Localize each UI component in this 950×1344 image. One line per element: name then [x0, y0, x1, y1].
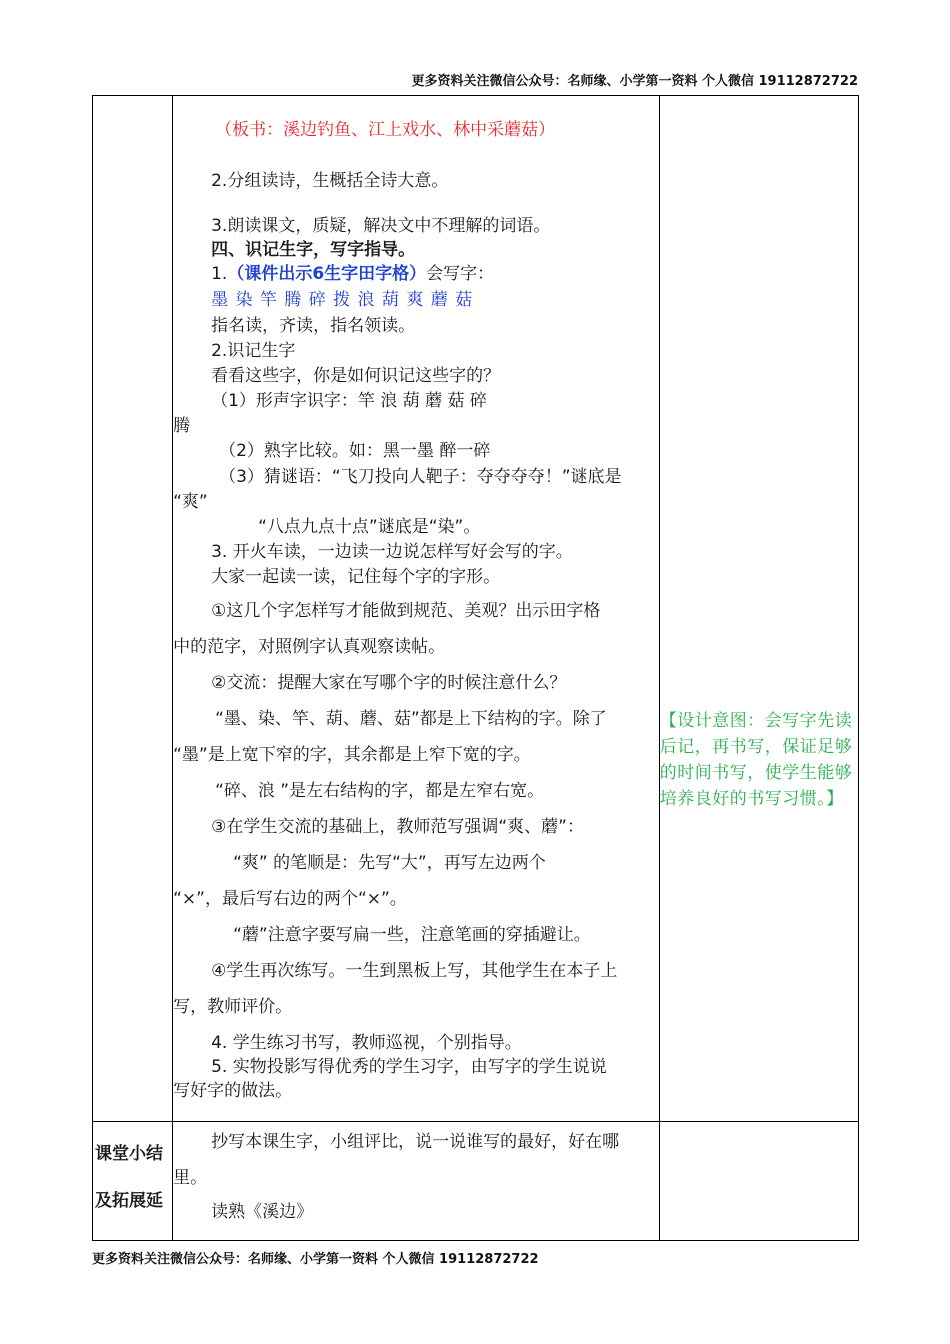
lesson-plan-table — [92, 95, 859, 1241]
circle-3b: “×”，最后写右边的两个“×”。 — [173, 889, 407, 909]
circle-3: ③在学生交流的基础上，教师范写强调“爽、蘑”： — [211, 817, 584, 837]
circle-3c: “蘑”注意字要写扁一些，注意笔画的穿插避让。 — [233, 925, 591, 945]
table-row-main — [93, 96, 859, 1122]
section-4-title: 四、识记生字，写字指导。 — [211, 240, 416, 260]
process-cell — [173, 96, 660, 1122]
sub-1-prefix: 1. — [211, 264, 228, 284]
circle-4a: ④学生再次练写。一生到黑板上写，其他学生在本子上 — [211, 961, 618, 981]
sub-3b: 大家一起读一读，记住每个字的字形。 — [211, 567, 501, 587]
summary-design-cell — [659, 1122, 858, 1241]
circle-2: ②交流：提醒大家在写哪个字的时候注意什么？ — [211, 673, 567, 693]
method-3b: “爽” — [173, 492, 208, 512]
circle-1b: 中的范字，对照例字认真观察读帖。 — [173, 637, 446, 657]
step-2: 2.分组读诗，生概括全诗大意。 — [211, 171, 449, 191]
circle-2c: “碎、浪 ”是左右结构的字，都是左窄右宽。 — [215, 781, 545, 801]
board-note: （板书：溪边钓鱼、江上戏水、林中采蘑菇） — [215, 120, 556, 140]
sub-5a: 5. 实物投影写得优秀的学生习字，由写字的学生说说 — [211, 1057, 607, 1077]
reading-method: 指名读，齐读，指名领读。 — [211, 316, 416, 336]
sub-2-question: 看看这些字，你是如何识记这些字的？ — [211, 366, 501, 386]
method-1b: 腾 — [173, 416, 191, 436]
circle-4b: 写，教师评价。 — [173, 997, 293, 1017]
label-cell-empty — [93, 96, 173, 1122]
method-3a: （3）猜谜语：“飞刀投向人靶子：夺夺夺夺！”谜底是 — [219, 467, 622, 487]
new-characters: 墨 染 竿 腾 碎 拨 浪 葫 爽 蘑 菇 — [211, 290, 474, 310]
sub-5b: 写好字的做法。 — [173, 1081, 293, 1101]
method-3c: “八点九点十点”谜底是“染”。 — [258, 517, 481, 537]
summary-line-2: 里。 — [173, 1168, 208, 1188]
page-header: 更多资料关注微信公众号：名师缘、小学第一资料 个人微信 19112872722 — [411, 74, 858, 89]
design-cell — [659, 96, 858, 1122]
table-row-summary — [93, 1122, 859, 1241]
design-intent: 【设计意图：会写字先读后记，再书写，保证足够的时间书写，使学生能够培养良好的书写习惯。】 — [659, 711, 853, 809]
summary-line-1: 抄写本课生字，小组评比，说一说谁写的最好，好在哪 — [211, 1132, 620, 1152]
method-1a: （1）形声字识字：竿 浪 葫 蘑 菇 碎 — [211, 391, 487, 411]
summary-label-1: 课堂小结 — [95, 1144, 163, 1164]
summary-label-2: 及拓展延 — [95, 1191, 163, 1211]
circle-1a: ①这几个字怎样写才能做到规范、美观？出示田字格 — [211, 601, 601, 621]
page-footer: 更多资料关注微信公众号：名师缘、小学第一资料 个人微信 19112872722 — [92, 1252, 539, 1267]
sub-4: 4. 学生练习书写，教师巡视，个别指导。 — [211, 1033, 522, 1053]
circle-2a: “墨、染、竿、葫、蘑、菇”都是上下结构的字。除了 — [215, 709, 607, 729]
sub-2: 2.识记生字 — [211, 341, 296, 361]
sub-1 — [211, 262, 494, 286]
summary-label-cell — [93, 1122, 173, 1241]
summary-content-cell — [173, 1122, 660, 1241]
circle-2b: “墨”是上宽下窄的字，其余都是上窄下宽的字。 — [173, 745, 531, 765]
circle-3a: “爽” 的笔顺是：先写“大”，再写左边两个 — [233, 853, 546, 873]
courseware-note: （课件出示6生字田字格） — [227, 264, 427, 284]
method-2: （2）熟字比较。如：黑一墨 醉一碎 — [219, 441, 491, 461]
sub-1-suffix: 会写字： — [426, 264, 495, 284]
sub-3: 3. 开火车读，一边读一边说怎样写好会写的字。 — [211, 542, 573, 562]
step-3: 3.朗读课文，质疑，解决文中不理解的词语。 — [211, 216, 551, 236]
summary-line-3: 读熟《溪边》 — [211, 1202, 314, 1222]
